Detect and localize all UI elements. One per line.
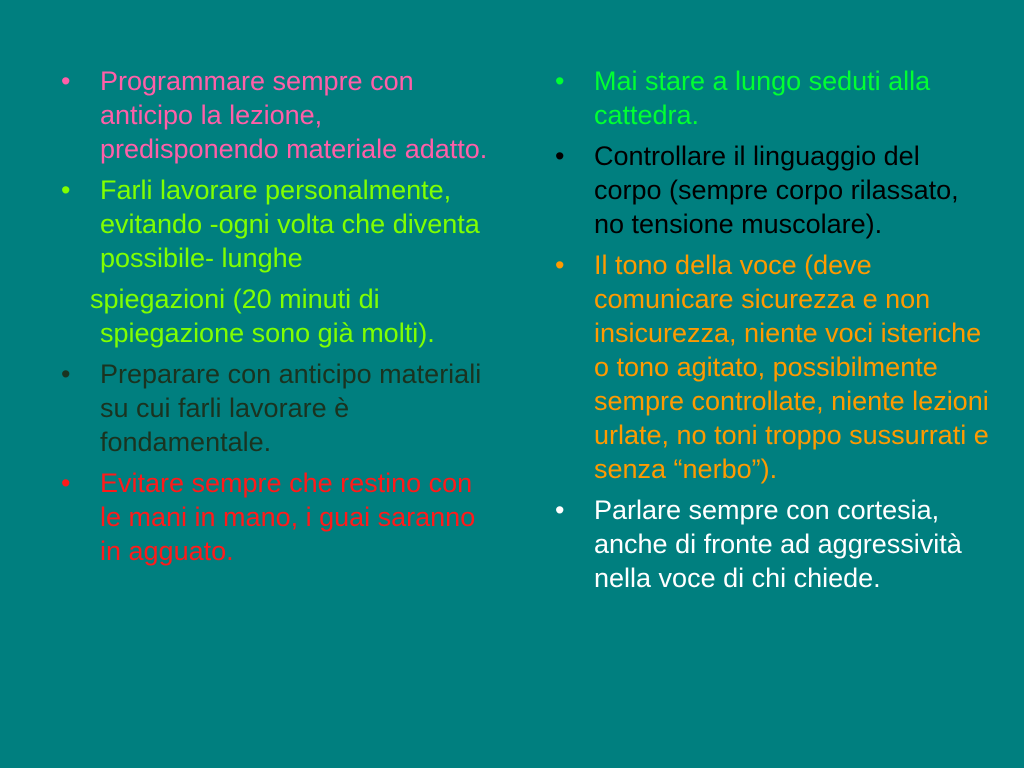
- bullet-text: Il tono della voce (deve comunicare sicurezza e non insicurezza, niente voci isteriche o tono agitato, possibilmente sempre controllate, niente lezioni urlate, no toni troppo sussurrati e senza “nerbo”).: [594, 250, 989, 484]
- bullet-glyph: •: [555, 495, 565, 525]
- continuation-text: spiegazione sono già molti).: [100, 318, 435, 348]
- bullet-item-controllare: [552, 139, 992, 241]
- bullet-glyph: •: [61, 66, 71, 96]
- continuation-lead: spiegazioni (20 minuti di: [90, 284, 380, 314]
- right-column: [552, 64, 992, 602]
- bullet-text: Evitare sempre che restino con le mani in mano, i guai saranno in agguato.: [100, 468, 476, 566]
- bullet-glyph: •: [555, 141, 565, 171]
- bullet-text: Preparare con anticipo materiali su cui farli lavorare è fondamentale.: [100, 359, 482, 457]
- bullet-text: Controllare il linguaggio del corpo (sempre corpo rilassato, no tensione muscolare).: [594, 141, 959, 239]
- left-column: [58, 64, 488, 575]
- bullet-item-tono-voce: [552, 248, 992, 486]
- bullet-glyph: •: [555, 66, 565, 96]
- bullet-glyph: •: [61, 468, 71, 498]
- bullet-item-parlare: [552, 493, 992, 595]
- bullet-glyph: •: [61, 175, 71, 205]
- bullet-glyph: •: [61, 359, 71, 389]
- paragraph-continuation: [58, 282, 488, 350]
- bullet-text: Farli lavorare personalmente, evitando -ogni volta che diventa possibile- lunghe: [100, 175, 480, 273]
- bullet-text: Mai stare a lungo seduti alla cattedra.: [594, 66, 931, 130]
- bullet-item-programmare: [58, 64, 488, 166]
- bullet-item-mai-stare: [552, 64, 992, 132]
- bullet-text: Programmare sempre con anticipo la lezione, predisponendo materiale adatto.: [100, 66, 488, 164]
- bullet-item-farli-lavorare: [58, 173, 488, 275]
- bullet-item-evitare: [58, 466, 488, 568]
- bullet-glyph: •: [555, 250, 565, 280]
- bullet-text: Parlare sempre con cortesia, anche di fronte ad aggressività nella voce di chi chiede.: [594, 495, 962, 593]
- bullet-item-preparare: [58, 357, 488, 459]
